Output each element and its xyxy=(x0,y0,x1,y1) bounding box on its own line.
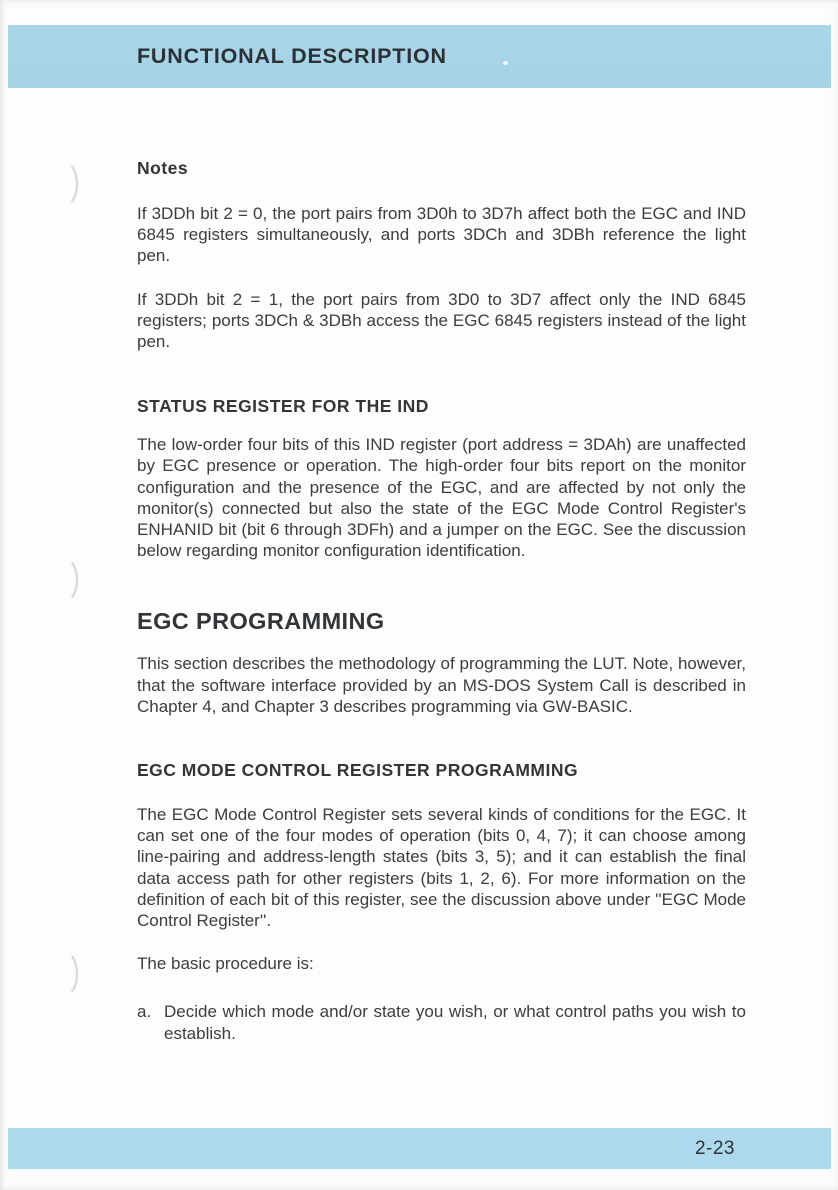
list-item-a xyxy=(137,1001,746,1043)
notes-heading: Notes xyxy=(137,158,189,178)
list-item-text: Decide which mode and/or state you wish, or what control paths you wish to establish. xyxy=(164,1002,746,1043)
header-banner xyxy=(8,25,831,88)
status-register-heading: STATUS REGISTER FOR THE IND xyxy=(137,396,429,417)
page-header-title: FUNCTIONAL DESCRIPTION xyxy=(137,44,447,68)
paragraph: The EGC Mode Control Register sets several kinds of conditions for the EGC. It can set one of the four modes of operation (bits 0, 4, 7); it can choose among line-pairing and address-length states (bits 3, 5); and it can establish the final data access path for other registers (bits 1, 2, 6). For more information on the definition of each bit of this register, see the discussion above under ''EGC Mode Control Register''. xyxy=(137,805,746,931)
binder-ring-shadow xyxy=(48,950,78,998)
binder-ring-shadow xyxy=(48,556,78,604)
scan-speck xyxy=(503,61,508,65)
paragraph: If 3DDh bit 2 = 0, the port pairs from 3D0h to 3D7h affect both the EGC and IND 6845 registers simultaneously, and ports 3DCh and 3DBh reference the light pen. xyxy=(137,204,746,266)
page-number: 2-23 xyxy=(694,1137,735,1159)
page-body xyxy=(137,88,746,1044)
paragraph: If 3DDh bit 2 = 1, the port pairs from 3D0 to 3D7 affect only the IND 6845 registers; ports 3DCh & 3DBh access the EGC 6845 registers instead of the light pen. xyxy=(137,289,746,352)
list-marker: a. xyxy=(137,1002,152,1022)
egc-mode-control-heading: EGC MODE CONTROL REGISTER PROGRAMMING xyxy=(137,760,579,781)
footer-banner xyxy=(8,1128,831,1169)
binder-ring-shadow xyxy=(48,160,78,208)
paragraph: This section describes the methodology of programming the LUT. Note, however, that the software interface provided by an MS-DOS System Call is described in Chapter 4, and Chapter 3 describes programming via GW-BASIC. xyxy=(137,654,746,716)
egc-programming-heading: EGC PROGRAMMING xyxy=(137,608,385,635)
paragraph: The low-order four bits of this IND register (port address = 3DAh) are unaffected by EGC presence or operation. The high-order four bits report on the monitor configuration and the presence of the EGC, and are affected by not only the monitor(s) connected but also the state of the EGC Mode Control Register's ENHANID bit (bit 6 through 3DFh) and a jumper on the EGC. See the discussion below regarding monitor configuration identification. xyxy=(137,435,746,561)
procedure-intro: The basic procedure is: xyxy=(137,954,314,974)
